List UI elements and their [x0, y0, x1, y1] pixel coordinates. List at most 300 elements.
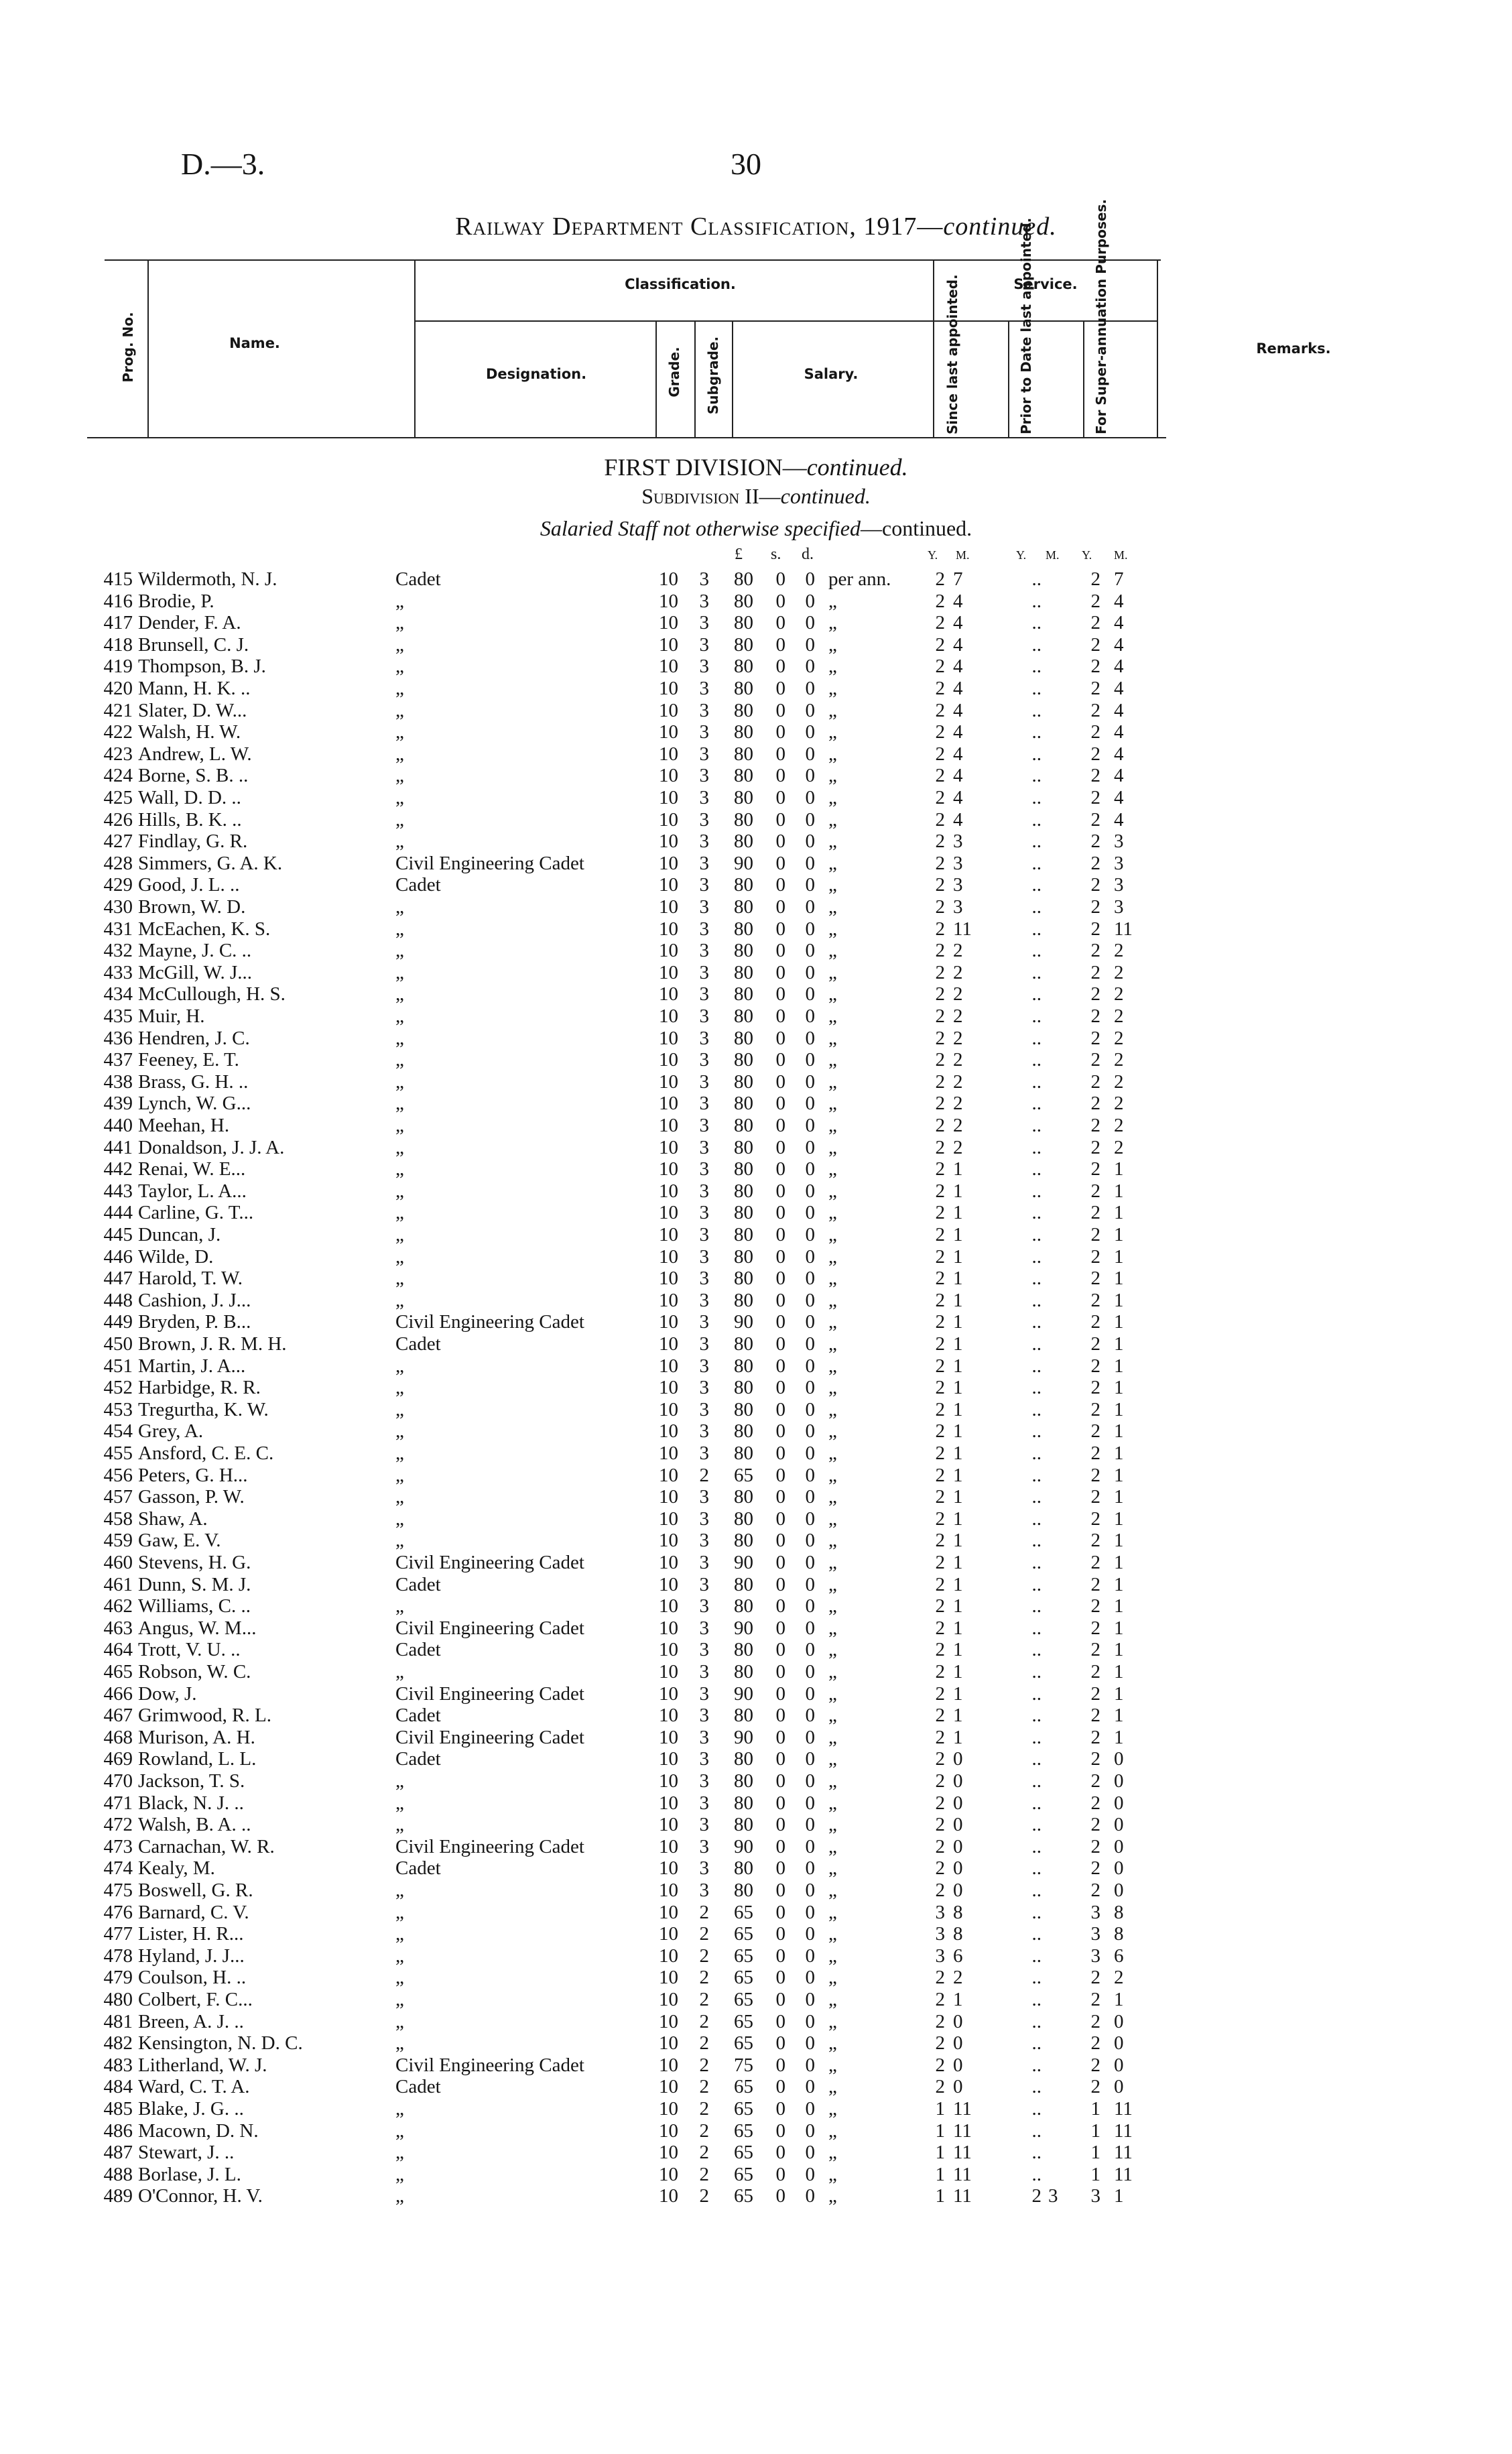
- cell-designation: Civil Engineering Cadet: [395, 2054, 584, 2076]
- cell-salary-shillings: 0: [775, 721, 785, 743]
- cell-since-years: 2: [935, 1049, 945, 1071]
- cell-since-months: 1: [953, 1682, 963, 1705]
- cell-since-years: 2: [935, 1661, 945, 1682]
- cell-name: Dunn, S. M. J.: [138, 1573, 251, 1595]
- cell-designation: „: [395, 1508, 404, 1530]
- cell-prior-years: ..: [1031, 1748, 1042, 1770]
- cell-prior-years: ..: [1031, 678, 1042, 699]
- cell-salary-period: „: [828, 2098, 837, 2120]
- cell-salary-pounds: 80: [734, 1398, 753, 1420]
- cell-super-months: 1: [1114, 1333, 1124, 1355]
- cell-subgrade: 3: [699, 633, 709, 656]
- cell-grade: 10: [659, 1880, 678, 1901]
- cell-super-years: 2: [1090, 787, 1100, 808]
- cell-prog-no: 483: [103, 2054, 133, 2076]
- cell-since-months: 4: [953, 590, 963, 612]
- cell-salary-shillings: 0: [775, 808, 785, 831]
- cell-prior-years: ..: [1031, 808, 1042, 831]
- cell-super-months: 2: [1114, 1115, 1124, 1136]
- cell-since-months: 3: [953, 831, 963, 853]
- unit-prior-months: M.: [1046, 548, 1060, 562]
- cell-since-months: 1: [953, 1443, 963, 1464]
- cell-salary-pounds: 80: [734, 678, 753, 699]
- cell-subgrade: 3: [699, 1398, 709, 1420]
- cell-salary-shillings: 0: [775, 2076, 785, 2098]
- cell-subgrade: 2: [699, 2098, 709, 2120]
- cell-since-years: 2: [935, 1180, 945, 1202]
- cell-since-years: 2: [935, 1136, 945, 1158]
- cell-subgrade: 3: [699, 874, 709, 896]
- cell-since-months: 11: [953, 2163, 972, 2185]
- cell-subgrade: 3: [699, 1792, 709, 1814]
- cell-salary-period: „: [828, 2010, 837, 2032]
- cell-super-months: 1: [1114, 1355, 1124, 1377]
- cell-salary-shillings: 0: [775, 1705, 785, 1727]
- cell-prog-no: 470: [103, 1770, 133, 1792]
- cell-prior-years: ..: [1031, 1070, 1042, 1093]
- cell-salary-shillings: 0: [775, 612, 785, 634]
- cell-salary-pence: 0: [805, 1158, 815, 1180]
- cell-salary-pence: 0: [805, 1245, 815, 1268]
- cell-prior-years: ..: [1031, 1945, 1042, 1967]
- cell-since-years: 2: [935, 1027, 945, 1049]
- cell-super-months: 2: [1114, 961, 1124, 983]
- cell-salary-pounds: 65: [734, 2032, 753, 2054]
- cell-grade: 10: [659, 1115, 678, 1136]
- cell-salary-period: „: [828, 699, 837, 721]
- cell-since-years: 2: [935, 1443, 945, 1464]
- cell-designation: Cadet: [395, 1639, 441, 1661]
- cell-salary-shillings: 0: [775, 656, 785, 678]
- cell-super-months: 1: [1114, 1158, 1124, 1180]
- cell-salary-period: „: [828, 1005, 837, 1027]
- cell-grade: 10: [659, 1420, 678, 1443]
- cell-grade: 10: [659, 1792, 678, 1814]
- cell-grade: 10: [659, 1398, 678, 1420]
- cell-prior-years: ..: [1031, 1224, 1042, 1245]
- cell-salary-period: „: [828, 1136, 837, 1158]
- cell-salary-pence: 0: [805, 1573, 815, 1595]
- table-row: [0, 678, 1512, 699]
- cell-salary-pounds: 80: [734, 1814, 753, 1836]
- cell-prior-years: ..: [1031, 2054, 1042, 2076]
- cell-salary-pence: 0: [805, 2163, 815, 2185]
- cell-since-years: 2: [935, 1682, 945, 1705]
- cell-designation: „: [395, 743, 404, 765]
- cell-prog-no: 441: [103, 1136, 133, 1158]
- cell-designation: „: [395, 983, 404, 1005]
- cell-grade: 10: [659, 2185, 678, 2207]
- cell-salary-pounds: 80: [734, 1639, 753, 1661]
- cell-super-months: 2: [1114, 1136, 1124, 1158]
- cell-name: Wilde, D.: [138, 1245, 214, 1268]
- cell-designation: „: [395, 699, 404, 721]
- cell-since-months: 0: [953, 1748, 963, 1770]
- cell-subgrade: 3: [699, 1115, 709, 1136]
- cell-salary-pence: 0: [805, 1398, 815, 1420]
- cell-salary-shillings: 0: [775, 1093, 785, 1115]
- cell-super-months: 11: [1114, 2098, 1133, 2120]
- cell-prog-no: 445: [103, 1224, 133, 1245]
- cell-salary-period: „: [828, 1268, 837, 1290]
- cell-prior-years: ..: [1031, 1792, 1042, 1814]
- cell-grade: 10: [659, 1027, 678, 1049]
- cell-grade: 10: [659, 633, 678, 656]
- cell-designation: Cadet: [395, 1705, 441, 1727]
- cell-designation: „: [395, 1530, 404, 1552]
- cell-name: Gasson, P. W.: [138, 1486, 245, 1508]
- cell-designation: Cadet: [395, 874, 441, 896]
- cell-name: Walsh, H. W.: [138, 721, 241, 743]
- cell-designation: Civil Engineering Cadet: [395, 1617, 584, 1639]
- cell-super-months: 1: [1114, 1508, 1124, 1530]
- cell-name: Blake, J. G. ..: [138, 2098, 244, 2120]
- cell-super-months: 1: [1114, 1639, 1124, 1661]
- cell-prog-no: 435: [103, 1005, 133, 1027]
- cell-subgrade: 2: [699, 2076, 709, 2098]
- cell-salary-pence: 0: [805, 1857, 815, 1880]
- cell-designation: „: [395, 1398, 404, 1420]
- cell-salary-pounds: 80: [734, 568, 753, 590]
- cell-name: Taylor, L. A...: [138, 1180, 247, 1202]
- cell-salary-pounds: 80: [734, 1180, 753, 1202]
- cell-salary-pence: 0: [805, 1377, 815, 1399]
- cell-prior-years: ..: [1031, 1967, 1042, 1989]
- cell-grade: 10: [659, 2098, 678, 2120]
- cell-salary-period: „: [828, 2163, 837, 2185]
- col-remarks: Remarks.: [1256, 341, 1331, 357]
- table-row: [0, 700, 1512, 721]
- cell-prior-years: ..: [1031, 1552, 1042, 1573]
- cell-prior-years: ..: [1031, 1857, 1042, 1880]
- table-row: [0, 1902, 1512, 1923]
- cell-super-months: 0: [1114, 2054, 1124, 2076]
- cell-designation: „: [395, 2163, 404, 2185]
- cell-salary-period: „: [828, 1639, 837, 1661]
- cell-since-months: 1: [953, 1333, 963, 1355]
- cell-subgrade: 3: [699, 1617, 709, 1639]
- cell-salary-period: „: [828, 765, 837, 787]
- cell-super-years: 2: [1090, 1814, 1100, 1836]
- cell-super-months: 1: [1114, 1268, 1124, 1290]
- cell-salary-period: „: [828, 1180, 837, 1202]
- cell-since-years: 2: [935, 896, 945, 918]
- cell-prog-no: 484: [103, 2076, 133, 2098]
- cell-grade: 10: [659, 1377, 678, 1399]
- cell-name: Brown, W. D.: [138, 896, 246, 918]
- cell-super-years: 2: [1090, 699, 1100, 721]
- cell-prog-no: 463: [103, 1617, 133, 1639]
- cell-prior-years: ..: [1031, 1115, 1042, 1136]
- cell-prog-no: 458: [103, 1508, 133, 1530]
- cell-super-years: 2: [1090, 743, 1100, 765]
- cell-salary-shillings: 0: [775, 1202, 785, 1224]
- cell-super-months: 4: [1114, 633, 1124, 656]
- cell-since-months: 0: [953, 1857, 963, 1880]
- cell-salary-pounds: 80: [734, 1224, 753, 1245]
- cell-prog-no: 447: [103, 1268, 133, 1290]
- cell-name: Kensington, N. D. C.: [138, 2032, 303, 2054]
- cell-prog-no: 487: [103, 2142, 133, 2164]
- cell-salary-pounds: 80: [734, 1355, 753, 1377]
- cell-super-years: 2: [1090, 1202, 1100, 1224]
- cell-super-years: 2: [1090, 612, 1100, 634]
- cell-since-years: 2: [935, 2010, 945, 2032]
- cell-super-months: 0: [1114, 1770, 1124, 1792]
- cell-super-years: 2: [1090, 590, 1100, 612]
- cell-grade: 10: [659, 1573, 678, 1595]
- cell-salary-period: „: [828, 1355, 837, 1377]
- cell-salary-period: „: [828, 590, 837, 612]
- cell-salary-period: „: [828, 1726, 837, 1748]
- cell-since-years: 2: [935, 1595, 945, 1617]
- cell-subgrade: 3: [699, 1005, 709, 1027]
- cell-since-months: 1: [953, 1268, 963, 1290]
- cell-salary-pence: 0: [805, 2185, 815, 2207]
- cell-prior-years: ..: [1031, 983, 1042, 1005]
- cell-salary-pence: 0: [805, 852, 815, 874]
- cell-salary-pounds: 65: [734, 1945, 753, 1967]
- cell-designation: „: [395, 1464, 404, 1486]
- cell-since-years: 2: [935, 1880, 945, 1901]
- cell-prior-years: ..: [1031, 1923, 1042, 1945]
- cell-super-years: 2: [1090, 1967, 1100, 1989]
- cell-prog-no: 444: [103, 1202, 133, 1224]
- cell-subgrade: 2: [699, 2185, 709, 2207]
- cell-designation: Cadet: [395, 1857, 441, 1880]
- cell-salary-shillings: 0: [775, 1923, 785, 1945]
- cell-designation: „: [395, 1136, 404, 1158]
- cell-salary-period: „: [828, 1289, 837, 1311]
- table-row: [0, 1595, 1512, 1617]
- cell-prog-no: 478: [103, 1945, 133, 1967]
- cell-subgrade: 3: [699, 918, 709, 940]
- table-row: [0, 1989, 1512, 2010]
- cell-salary-shillings: 0: [775, 590, 785, 612]
- cell-since-months: 0: [953, 2010, 963, 2032]
- cell-since-years: 2: [935, 918, 945, 940]
- cell-designation: „: [395, 590, 404, 612]
- cell-salary-pounds: 90: [734, 1726, 753, 1748]
- cell-super-years: 2: [1090, 678, 1100, 699]
- cell-since-months: 2: [953, 1093, 963, 1115]
- cell-since-years: 2: [935, 1333, 945, 1355]
- cell-super-years: 2: [1090, 1880, 1100, 1901]
- table-row: [0, 2054, 1512, 2076]
- cell-salary-pence: 0: [805, 1880, 815, 1901]
- table-row: [0, 962, 1512, 983]
- cell-designation: „: [395, 1420, 404, 1443]
- cell-grade: 10: [659, 896, 678, 918]
- cell-prior-years: ..: [1031, 1617, 1042, 1639]
- cell-grade: 10: [659, 852, 678, 874]
- subdivision-continued: continued.: [780, 484, 871, 508]
- cell-super-years: 2: [1090, 1726, 1100, 1748]
- cell-salary-shillings: 0: [775, 1726, 785, 1748]
- cell-designation: „: [395, 765, 404, 787]
- cell-name: Simmers, G. A. K.: [138, 852, 283, 874]
- cell-salary-shillings: 0: [775, 2142, 785, 2164]
- cell-salary-pence: 0: [805, 1989, 815, 2010]
- table-row: [0, 1814, 1512, 1835]
- cell-salary-pence: 0: [805, 1617, 815, 1639]
- cell-grade: 10: [659, 678, 678, 699]
- cell-salary-pounds: 80: [734, 1070, 753, 1093]
- cell-super-years: 2: [1090, 918, 1100, 940]
- cell-salary-pence: 0: [805, 1070, 815, 1093]
- cell-super-years: 2: [1090, 1268, 1100, 1290]
- cell-since-years: 2: [935, 1355, 945, 1377]
- cell-since-months: 3: [953, 896, 963, 918]
- cell-super-months: 1: [1114, 1398, 1124, 1420]
- cell-salary-pence: 0: [805, 1136, 815, 1158]
- cell-prog-no: 436: [103, 1027, 133, 1049]
- table-row: [0, 1246, 1512, 1268]
- cell-super-years: 3: [1090, 1923, 1100, 1945]
- cell-since-years: 2: [935, 2076, 945, 2098]
- cell-salary-pounds: 80: [734, 1245, 753, 1268]
- cell-since-months: 11: [953, 2142, 972, 2164]
- cell-name: Good, J. L. ..: [138, 874, 240, 896]
- cell-salary-shillings: 0: [775, 2032, 785, 2054]
- cell-super-months: 11: [1114, 2142, 1133, 2164]
- subdivision-title: Subdivision II—: [641, 484, 781, 508]
- cell-salary-pounds: 80: [734, 721, 753, 743]
- cell-since-months: 1: [953, 1398, 963, 1420]
- cell-super-months: 0: [1114, 2010, 1124, 2032]
- cell-designation: „: [395, 2032, 404, 2054]
- cell-salary-period: „: [828, 1508, 837, 1530]
- table-row: [0, 787, 1512, 808]
- cell-super-months: 0: [1114, 2076, 1124, 2098]
- subdivision-heading: [0, 484, 1512, 509]
- cell-subgrade: 2: [699, 1967, 709, 1989]
- cell-since-months: 1: [953, 1639, 963, 1661]
- cell-grade: 10: [659, 1901, 678, 1923]
- cell-super-years: 2: [1090, 940, 1100, 962]
- cell-salary-period: „: [828, 1945, 837, 1967]
- cell-name: Williams, C. ..: [138, 1595, 251, 1617]
- unit-pound: £: [735, 546, 743, 563]
- cell-salary-shillings: 0: [775, 1070, 785, 1093]
- cell-since-months: 1: [953, 1180, 963, 1202]
- cell-since-years: 2: [935, 1115, 945, 1136]
- cell-since-months: 0: [953, 1814, 963, 1836]
- cell-since-months: 11: [953, 2120, 972, 2142]
- cell-since-months: 1: [953, 1530, 963, 1552]
- cell-prog-no: 424: [103, 765, 133, 787]
- cell-super-years: 2: [1090, 1180, 1100, 1202]
- division-heading: [0, 453, 1512, 481]
- table-row: [0, 1158, 1512, 1180]
- cell-grade: 10: [659, 1245, 678, 1268]
- cell-grade: 10: [659, 1486, 678, 1508]
- cell-super-years: 2: [1090, 961, 1100, 983]
- cell-super-months: 4: [1114, 721, 1124, 743]
- cell-prior-years: ..: [1031, 1464, 1042, 1486]
- cell-grade: 10: [659, 1705, 678, 1727]
- cell-super-years: 2: [1090, 721, 1100, 743]
- cell-prior-years: ..: [1031, 1355, 1042, 1377]
- cell-subgrade: 3: [699, 940, 709, 962]
- cell-salary-shillings: 0: [775, 1835, 785, 1857]
- cell-subgrade: 3: [699, 1639, 709, 1661]
- cell-salary-shillings: 0: [775, 1443, 785, 1464]
- cell-salary-shillings: 0: [775, 1398, 785, 1420]
- cell-super-months: 8: [1114, 1923, 1124, 1945]
- table-row: [0, 2032, 1512, 2054]
- cell-prior-years: ..: [1031, 1268, 1042, 1290]
- cell-super-years: 2: [1090, 1661, 1100, 1682]
- cell-grade: 10: [659, 918, 678, 940]
- cell-since-months: 2: [953, 1967, 963, 1989]
- cell-prog-no: 471: [103, 1792, 133, 1814]
- cell-salary-shillings: 0: [775, 1857, 785, 1880]
- cell-subgrade: 3: [699, 1420, 709, 1443]
- cell-grade: 10: [659, 1726, 678, 1748]
- cell-salary-pounds: 80: [734, 918, 753, 940]
- cell-grade: 10: [659, 2054, 678, 2076]
- cell-salary-pence: 0: [805, 721, 815, 743]
- cell-since-months: 3: [953, 852, 963, 874]
- cell-name: Lister, H. R...: [138, 1923, 244, 1945]
- cell-name: Hyland, J. J...: [138, 1945, 245, 1967]
- table-row: [0, 568, 1512, 590]
- cell-salary-pounds: 65: [734, 2120, 753, 2142]
- cell-super-months: 1: [1114, 1486, 1124, 1508]
- cell-grade: 10: [659, 721, 678, 743]
- cell-salary-period: „: [828, 1923, 837, 1945]
- cell-salary-pounds: 80: [734, 940, 753, 962]
- cell-since-years: 2: [935, 1530, 945, 1552]
- cell-since-years: 2: [935, 699, 945, 721]
- cell-since-months: 4: [953, 765, 963, 787]
- cell-subgrade: 3: [699, 1202, 709, 1224]
- col-prog-no: Prog. No.: [120, 312, 136, 383]
- cell-since-years: 2: [935, 1464, 945, 1486]
- cell-super-months: 11: [1114, 2120, 1133, 2142]
- cell-prior-years: ..: [1031, 2032, 1042, 2054]
- cell-salary-pence: 0: [805, 831, 815, 853]
- cell-salary-period: „: [828, 656, 837, 678]
- cell-since-years: 2: [935, 568, 945, 590]
- cell-subgrade: 2: [699, 2032, 709, 2054]
- cell-salary-period: „: [828, 896, 837, 918]
- cell-prior-years: ..: [1031, 874, 1042, 896]
- cell-prior-years: ..: [1031, 1705, 1042, 1727]
- cell-salary-pence: 0: [805, 1180, 815, 1202]
- cell-salary-pence: 0: [805, 1202, 815, 1224]
- cell-designation: Civil Engineering Cadet: [395, 1835, 584, 1857]
- cell-super-months: 0: [1114, 1792, 1124, 1814]
- cell-prog-no: 423: [103, 743, 133, 765]
- cell-designation: „: [395, 1355, 404, 1377]
- cell-since-years: 2: [935, 961, 945, 983]
- cell-prior-years: ..: [1031, 2076, 1042, 2098]
- cell-grade: 10: [659, 1748, 678, 1770]
- cell-since-years: 2: [935, 1770, 945, 1792]
- cell-since-months: 0: [953, 1880, 963, 1901]
- cell-salary-pounds: 80: [734, 1661, 753, 1682]
- cell-prog-no: 419: [103, 656, 133, 678]
- cell-subgrade: 3: [699, 961, 709, 983]
- cell-super-years: 2: [1090, 1224, 1100, 1245]
- cell-name: Cashion, J. J...: [138, 1289, 251, 1311]
- cell-name: Carline, G. T...: [138, 1202, 254, 1224]
- table-row: [0, 1945, 1512, 1967]
- cell-designation: „: [395, 1027, 404, 1049]
- cell-since-years: 2: [935, 1726, 945, 1748]
